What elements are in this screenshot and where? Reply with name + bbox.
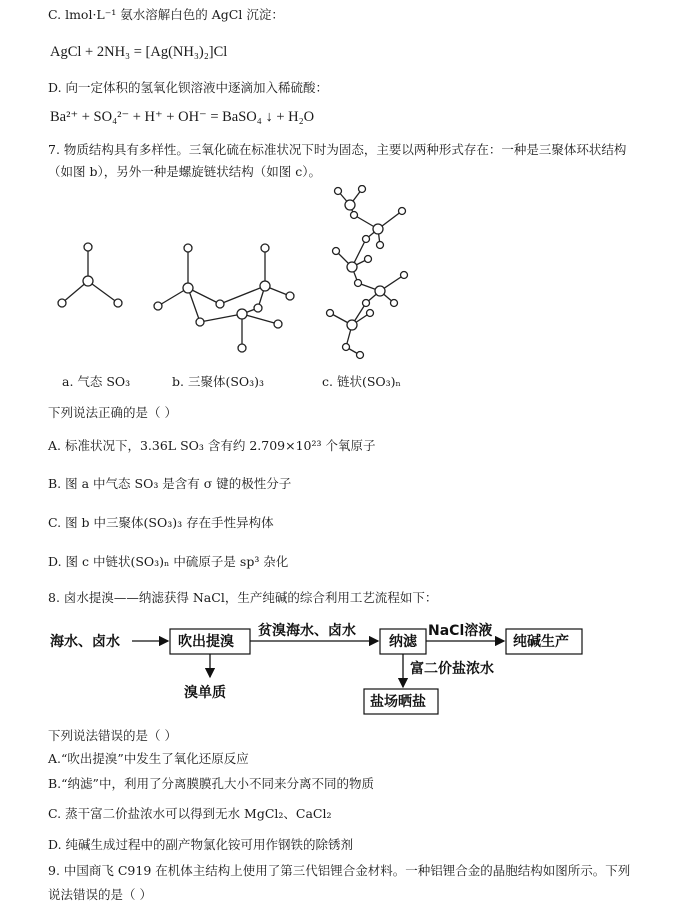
flow-box1-text: 吹出提溴 (178, 634, 234, 650)
q8-option-a: A.“吹出提溴”中发生了氧化还原反应 (48, 751, 249, 766)
flow-down1-text: 溴单质 (184, 685, 226, 701)
q7-stem-line1: 7. 物质结构具有多样性。三氧化硫在标准状况下时为固态，主要以两种形式存在：一种是三聚体环状结构 (48, 142, 627, 157)
figure-a-so3-gas (50, 235, 130, 315)
figure-label-b: b. 三聚体(SO₃)₃ (172, 374, 265, 389)
oxygen-atom (58, 299, 66, 307)
sulfur-atom (183, 283, 193, 293)
oxygen-atom (254, 304, 262, 312)
flow-box3-text: 纯碱生产 (513, 634, 569, 650)
q7-option-c: C. 图 b 中三聚体(SO₃)₃ 存在手性异构体 (48, 515, 274, 530)
sulfur-atom (260, 281, 270, 291)
oxygen-atom (84, 243, 92, 251)
q6-option-d: D. 向一定体积的氢氧化钡溶液中逐滴加入稀硫酸： (48, 80, 329, 95)
flow-mid-label: 贫溴海水、卤水 (258, 623, 356, 639)
q8-flowchart (48, 615, 648, 720)
q7-option-d: D. 图 c 中链状(SO₃)ₙ 中硫原子是 sp³ 杂化 (48, 554, 289, 569)
q7-option-b: B. 图 a 中气态 SO₃ 是含有 σ 键的极性分子 (48, 476, 292, 491)
q8-question: 下列说法错误的是（ ） (48, 728, 177, 743)
oxygen-atom (114, 299, 122, 307)
q6-equation-c: AgCl + 2NH₃ = [Ag(NH₃)₂]Cl (50, 44, 228, 60)
oxygen-atom (274, 320, 282, 328)
oxygen-atom (154, 302, 162, 310)
q6-option-c: C. lmol·L⁻¹ 氨水溶解白色的 AgCl 沉淀： (48, 7, 284, 22)
q7-stem-line2: （如图 b），另外一种是螺旋链状结构（如图 c）。 (48, 164, 321, 179)
q7-option-a: A. 标准状况下，3.36L SO₃ 含有约 2.709×10²³ 个氧原子 (48, 438, 376, 453)
q8-stem: 8. 卤水提溴——纳滤获得 NaCl，生产纯碱的综合利用工艺流程如下： (48, 590, 438, 605)
flow-right-label: NaCl溶液 (428, 623, 493, 639)
figure-label-c: c. 链状(SO₃)ₙ (322, 374, 401, 389)
q9-stem-line1: 9. 中国商飞 C919 在机体主结构上使用了第三代铝锂合金材料。一种铝锂合金的晶胞结构如图所示。下列 (48, 863, 631, 878)
oxygen-atom (286, 292, 294, 300)
oxygen-atom (216, 300, 224, 308)
figure-b-so3-trimer (150, 238, 300, 358)
flow-box4-text: 盐场晒盐 (370, 694, 426, 710)
figure-label-a: a. 气态 SO₃ (62, 374, 131, 389)
figure-c-so3-chain (318, 185, 418, 360)
q9-stem-line2: 说法错误的是（ ） (48, 887, 152, 902)
q6-equation-d: Ba²⁺ + SO₄²⁻ + H⁺ + OH⁻ = BaSO₄ ↓ + H₂O (50, 109, 315, 125)
q7-question: 下列说法正确的是（ ） (48, 405, 177, 420)
oxygen-atom (184, 244, 192, 252)
oxygen-atom (196, 318, 204, 326)
oxygen-atom (261, 244, 269, 252)
flow-down2-label: 富二价盐浓水 (410, 661, 494, 677)
q8-option-c: C. 蒸干富二价盐浓水可以得到无水 MgCl₂、CaCl₂ (48, 806, 332, 821)
sulfur-atom (237, 309, 247, 319)
oxygen-atom (238, 344, 246, 352)
flow-source-text: 海水、卤水 (50, 634, 120, 650)
q8-option-d: D. 纯碱生成过程中的副产物氯化铵可用作钢铁的除锈剂 (48, 837, 354, 852)
q8-option-b: B.“纳滤”中，利用了分离膜膜孔大小不同来分离不同的物质 (48, 776, 374, 791)
sulfur-atom (83, 276, 93, 286)
flow-box2-text: 纳滤 (389, 634, 417, 650)
